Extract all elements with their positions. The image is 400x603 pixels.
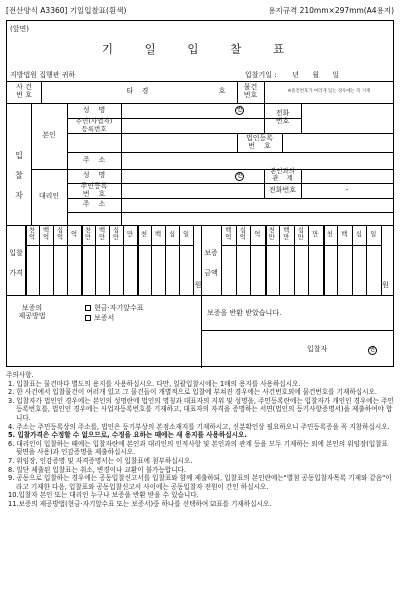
won-unit: 원 xyxy=(382,281,389,290)
digit-header: 천 억 xyxy=(28,227,36,241)
digit-header: 십 만 xyxy=(297,227,304,241)
digit-header: 천 xyxy=(326,230,333,238)
bid-date-field[interactable]: 입찰기일 : 년 월 일 xyxy=(245,71,340,79)
principal-name-field[interactable] xyxy=(121,103,264,118)
digit-cell[interactable] xyxy=(323,245,338,295)
grid-header-line xyxy=(221,245,381,246)
digit-cell[interactable] xyxy=(137,245,151,295)
deposit-return-text: 보증을 반환 받았습니다. xyxy=(207,309,282,317)
bid-price-grid[interactable] xyxy=(7,225,201,295)
digit-cell[interactable] xyxy=(294,245,309,295)
digit-header: 백 만 xyxy=(98,227,106,241)
grid-header-line xyxy=(25,245,193,246)
grid-label-top: 보증 xyxy=(204,249,218,258)
note-item: 11.보증의 제공방법(현금·자기앞수표 또는 보증서)중 하나를 선택하여 ☑표를 기재하십시오. xyxy=(8,499,272,508)
digit-cell[interactable] xyxy=(67,245,81,295)
digit-cell[interactable] xyxy=(236,245,251,295)
digit-header: 백 만 xyxy=(283,227,290,241)
court-addressee: 지방법원 집행관 귀하 xyxy=(10,71,76,79)
bid-form xyxy=(6,20,394,367)
digit-cell[interactable] xyxy=(53,245,67,295)
digit-header: 일 xyxy=(182,230,190,238)
digit-cell[interactable] xyxy=(123,245,137,295)
corp-reg-label: 법인등록 번 호 xyxy=(245,133,274,150)
digit-header: 천 xyxy=(140,230,148,238)
note-item: 9. 공동으로 입찰하는 경우에는 공동입찰신고서를 입찰표와 함께 제출하되, 입찰표의 본인란에는"별첨 공동입찰자목록 기재와 같음"이라고 기재한 다음, 입찰표와 공동입찰신고서 사이에는 공동입찰자 전원이 간인 하십시오. xyxy=(8,474,392,491)
agent-id-label: 주민등록 번 호 xyxy=(80,181,108,198)
option-cash[interactable]: 현금·자기앞수표 xyxy=(85,303,144,313)
won-unit: 원 xyxy=(194,281,202,290)
bidder-signature-field[interactable]: 입찰자 인 xyxy=(307,345,375,353)
checkbox-icon xyxy=(85,315,91,321)
digit-header: 십 억 xyxy=(239,227,246,241)
paper-spec: 용지규격 210mm×297mm(A4용지) xyxy=(268,6,394,15)
note-item: 6. 대리인이 입찰하는 때에는 입찰자란에 본인과 대리인의 인적사항 및 본인과의 관계 등을 모두 기재하는 외에 본인의 위임장(입찰표 뒷면을 사용)과 인감증명을 제출하십시오. xyxy=(8,439,388,457)
seal-icon: 인 xyxy=(236,172,243,179)
digit-cell[interactable] xyxy=(179,245,193,295)
digit-header: 백 억 xyxy=(42,227,50,241)
digit-header: 억 xyxy=(254,230,261,238)
digit-header: 십 xyxy=(355,230,362,238)
note-item: 5. 입찰가격은 수정할 수 없으므로, 수정을 요하는 때에는 새 용지를 사용하십시오. xyxy=(8,431,247,440)
form-title: 기 일 입 찰 표 xyxy=(101,41,299,56)
principal-id-label: 주민(사업자) 등록번호 xyxy=(75,117,113,133)
digit-header: 백 xyxy=(154,230,162,238)
digit-cell[interactable] xyxy=(25,245,39,295)
note-item: 7. 위임장, 인감증명 및 자격증명서는 이 입찰표에 첨부하십시오. xyxy=(8,456,193,465)
checkbox-icon xyxy=(85,305,91,311)
digit-header: 천 만 xyxy=(268,227,275,241)
digit-header: 십 xyxy=(168,230,176,238)
deposit-method-options xyxy=(85,303,144,323)
grid-label-bottom: 가격 xyxy=(9,269,23,278)
digit-header: 만 xyxy=(312,230,319,238)
digit-header: 십 억 xyxy=(56,227,64,241)
digit-cell[interactable] xyxy=(109,245,123,295)
case-no-label: 사 건 번 호 xyxy=(16,83,32,99)
digit-cell[interactable] xyxy=(250,245,265,295)
digit-cell[interactable] xyxy=(265,245,280,295)
front-label: (앞면) xyxy=(10,25,29,33)
grid-label-bottom: 금액 xyxy=(204,269,218,278)
agent-name-label: 성 명 xyxy=(82,171,106,180)
agent-address-label: 주 소 xyxy=(82,200,106,209)
digit-cell[interactable] xyxy=(352,245,367,295)
digit-cell[interactable] xyxy=(279,245,294,295)
digit-cell[interactable] xyxy=(366,245,381,295)
principal-label: 본인 xyxy=(42,131,56,140)
deposit-method-label: 보증의 제공방법 xyxy=(18,304,46,320)
digit-header: 일 xyxy=(370,230,377,238)
digit-header: 천 만 xyxy=(84,227,92,241)
seal-icon: 인 xyxy=(369,347,375,353)
digit-header: 백 xyxy=(341,230,348,238)
principal-address-label: 주 소 xyxy=(82,155,106,164)
form-code: [전산양식 A3360] 기일입찰표(흰색) xyxy=(6,6,127,15)
agent-name-field[interactable] xyxy=(121,169,264,183)
item-no-note[interactable]: ※물건번호가 여러개 있는 경우에는 꼭 기재 xyxy=(287,88,371,94)
agent-label: 대리인 xyxy=(38,192,60,201)
digit-header: 백 억 xyxy=(225,227,232,241)
digit-cell[interactable] xyxy=(81,245,95,295)
digit-cell[interactable] xyxy=(308,245,323,295)
notes-title: 주의사항. xyxy=(6,371,34,379)
note-item: 10.입찰자 본인 또는 대리인 누구나 보증을 반환 받을 수 있습니다. xyxy=(8,491,199,500)
seal-icon: 인 xyxy=(236,107,243,113)
bidder-side-label: 입 찰 자 xyxy=(15,151,23,200)
note-item: 2. 한 사건에서 입찰물건이 여러개 있고 그 물건들이 개별적으로 입찰에 부쳐진 경우에는 사건번호외에 물건번호를 기재하십시오. xyxy=(8,388,377,397)
case-no-field[interactable]: 타 경 xyxy=(126,87,152,96)
item-no-label: 물건 번호 xyxy=(243,83,258,99)
digit-header: 억 xyxy=(70,230,78,238)
deposit-amount-grid[interactable] xyxy=(201,225,393,295)
note-item: 4. 주소는 주민등록상의 주소를, 법인은 등기부상의 본점소재지를 기재하시고, 신분확인상 필요하오니 주민등록증을 꼭 지참하십시오. xyxy=(8,422,390,431)
digit-cell[interactable] xyxy=(165,245,179,295)
digit-cell[interactable] xyxy=(151,245,165,295)
principal-phone-label: 전화 번호 xyxy=(275,109,290,125)
digit-cell[interactable] xyxy=(39,245,53,295)
note-item: 3. 입찰자가 법인인 경우에는 본인의 성명란에 법인의 명칭과 대표자의 지위 및 성명을, 주민등록란에는 입찰자가 개인인 경우에는 주민등록번호를, 법인인 경우에는 사업자등록번호를 기재하고, 대표자의 자격을 증명하는 서면(법인의 등기사항증명서)을 제출하여야 합니다. xyxy=(8,396,394,422)
notes-section xyxy=(6,371,394,509)
principal-name-label: 성 명 xyxy=(82,105,106,114)
document-header xyxy=(6,4,394,18)
note-item: 8. 일단 제출된 입찰표는 취소, 변경이나 교환이 불가능합니다. xyxy=(8,465,187,474)
option-guarantee[interactable]: 보증서 xyxy=(85,313,144,323)
note-item: 1. 입찰표는 물건마다 별도의 용지를 사용하십시오. 다만, 일괄입찰시에는 1매의 용지를 사용하십시오. xyxy=(8,379,301,388)
grid-label-top: 입찰 xyxy=(9,249,23,258)
agent-phone-label: 전화번호 xyxy=(268,185,297,194)
agent-relation-label: 본인과의 관 계 xyxy=(270,168,295,182)
agent-phone-field[interactable]: - xyxy=(345,185,349,194)
digit-cell[interactable] xyxy=(221,245,236,295)
digit-header: 십 만 xyxy=(112,227,120,241)
digit-header: 만 xyxy=(126,230,134,238)
digit-cell[interactable] xyxy=(95,245,109,295)
case-no-suffix: 호 xyxy=(218,87,226,96)
digit-cell[interactable] xyxy=(337,245,352,295)
